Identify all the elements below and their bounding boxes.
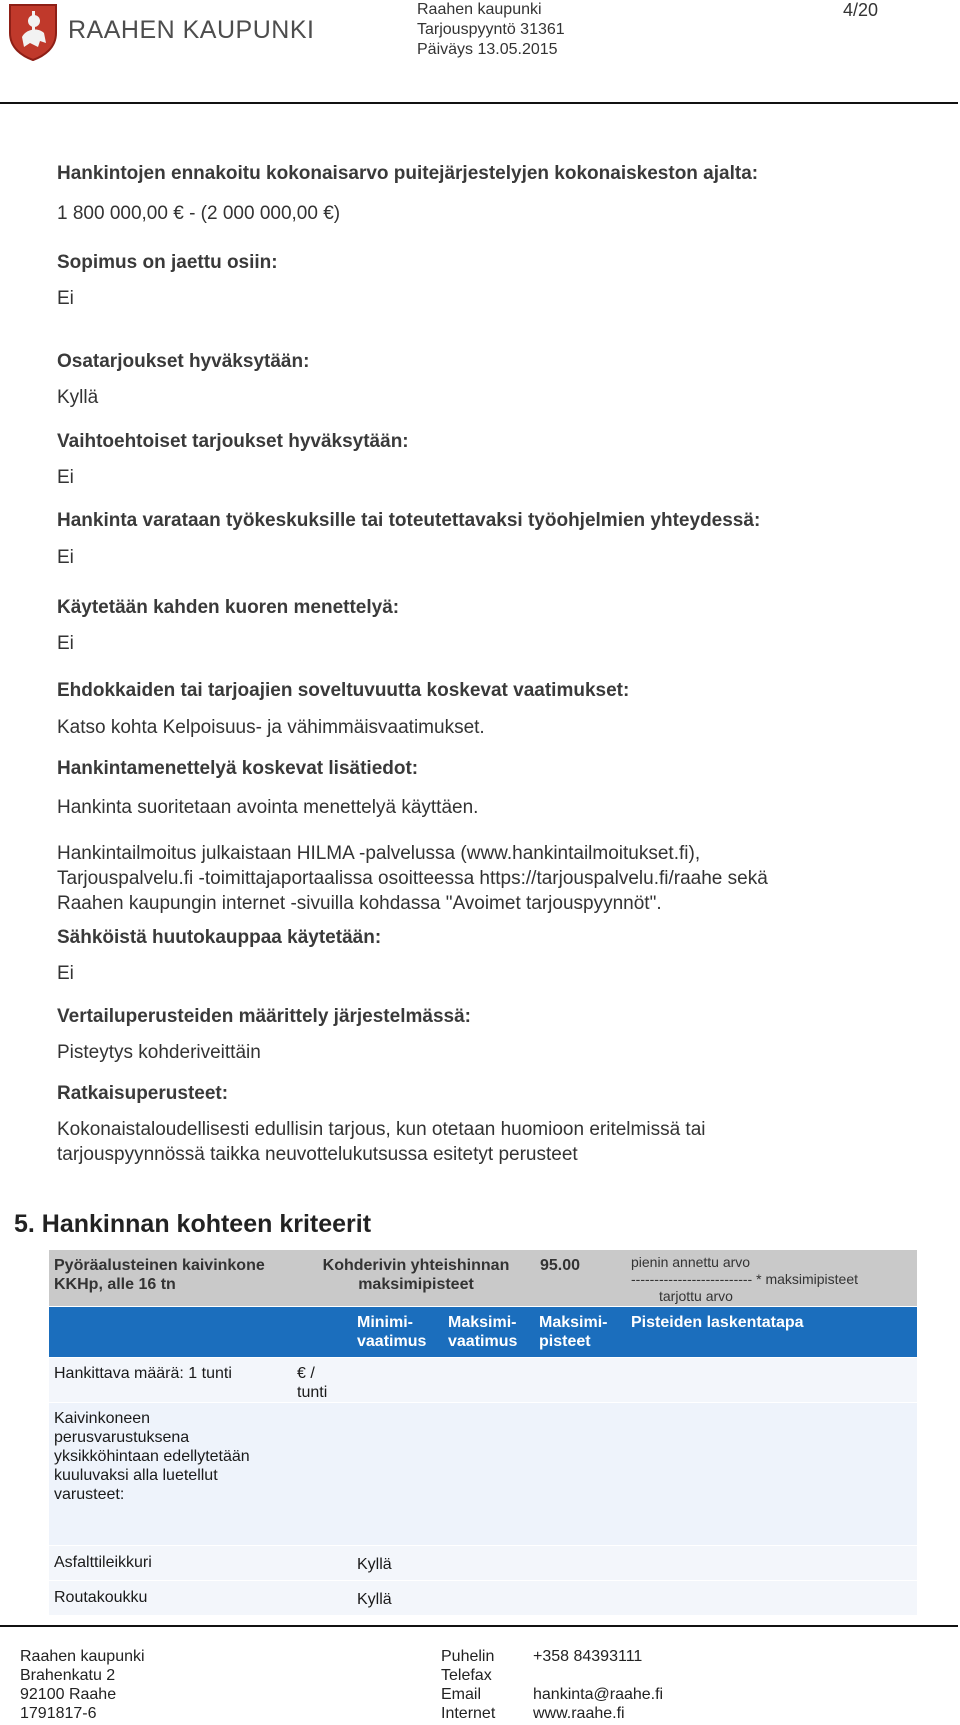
row-unit: € / tunti xyxy=(297,1365,328,1401)
row-min-requirement: Kyllä xyxy=(357,1556,392,1573)
total-points-label: Kohderivin yhteishinnan maksimipisteet xyxy=(322,1257,510,1293)
document-meta xyxy=(417,0,565,60)
footer-phone: +358 84393111 xyxy=(533,1648,643,1665)
footer-contact-values xyxy=(533,1647,663,1723)
city-crest-icon xyxy=(8,3,58,61)
section-value: Kokonaistaloudellisesti edullisin tarjous, kun otetaan huomioon eritelmissä tai xyxy=(57,1119,706,1140)
footer-contact-labels: Puhelin Telefax Email Internet xyxy=(441,1648,496,1722)
footer-email[interactable]: hankinta@raahe.fi xyxy=(533,1686,664,1703)
section-label: Vertailuperusteiden määrittely järjestelmässä: xyxy=(57,1006,471,1027)
table-column-header-row xyxy=(49,1307,917,1357)
footer-divider xyxy=(0,1625,958,1627)
section-value: Pisteytys kohderiveittäin xyxy=(57,1042,261,1063)
column-calculation-method: Pisteiden laskentatapa xyxy=(631,1314,804,1331)
table-row xyxy=(49,1581,917,1615)
table-row xyxy=(49,1546,917,1580)
section-label: Hankinta varataan työkeskuksille tai toteutettavaksi työohjelmien yhteydessä: xyxy=(57,510,761,531)
meta-org: Raahen kaupunki xyxy=(417,1,542,18)
column-max-points: Maksimi- pisteet xyxy=(539,1314,608,1350)
total-points-value: 95.00 xyxy=(540,1257,581,1274)
section-value: Ei xyxy=(57,467,74,488)
section-label: Ratkaisuperusteet: xyxy=(57,1083,229,1104)
row-label: Asfalttileikkuri xyxy=(54,1554,152,1571)
item-title: Pyöräalusteinen kaivinkone KKHp, alle 16 tn xyxy=(54,1257,265,1293)
section-label: Käytetään kahden kuoren menettelyä: xyxy=(57,597,400,618)
meta-date: Päiväys 13.05.2015 xyxy=(417,41,558,58)
table-header-row xyxy=(49,1250,917,1306)
row-label: Hankittava määrä: 1 tunti xyxy=(54,1365,232,1382)
row-min-requirement: Kyllä xyxy=(357,1591,392,1608)
section-label: Ehdokkaiden tai tarjoajien soveltuvuutta koskevat vaatimukset: xyxy=(57,680,630,701)
brand-name: RAAHEN KAUPUNKI xyxy=(68,16,315,44)
table-row xyxy=(49,1358,917,1402)
section-label: Hankintojen ennakoitu kokonaisarvo puitejärjestelyjen kokonaiskeston ajalta: xyxy=(57,163,759,184)
footer-address: Raahen kaupunki Brahenkatu 2 92100 Raahe 1791817-6 xyxy=(20,1648,145,1722)
section-label: Osatarjoukset hyväksytään: xyxy=(57,351,310,372)
section-value: Raahen kaupungin internet -sivuilla kohdassa "Avoimet tarjouspyynnöt". xyxy=(57,893,662,914)
section-value: Ei xyxy=(57,963,74,984)
meta-request: Tarjouspyyntö 31361 xyxy=(417,21,565,38)
section-value: Ei xyxy=(57,633,74,654)
footer-website[interactable]: www.raahe.fi xyxy=(533,1705,625,1722)
section-value: Katso kohta Kelpoisuus- ja vähimmäisvaatimukset. xyxy=(57,717,485,738)
section-value: Hankintailmoitus julkaistaan HILMA -palvelussa (www.hankintailmoitukset.fi), xyxy=(57,843,701,864)
points-formula: pienin annettu arvo -------------------------- * maksimipisteet tarjottu arvo xyxy=(631,1254,859,1304)
section-value: Ei xyxy=(57,547,74,568)
section-title: 5. Hankinnan kohteen kriteerit xyxy=(14,1210,372,1238)
section-value: Ei xyxy=(57,288,74,309)
section-value: Tarjouspalvelu.fi -toimittajaportaalissa osoitteessa https://tarjouspalvelu.fi/raahe sekä xyxy=(57,868,768,889)
section-value: tarjouspyynnössä taikka neuvottelukutsussa esitetyt perusteet xyxy=(57,1144,578,1165)
row-label: Routakoukku xyxy=(54,1589,148,1606)
section-label: Vaihtoehtoiset tarjoukset hyväksytään: xyxy=(57,431,409,452)
column-min-requirement: Minimi- vaatimus xyxy=(357,1314,427,1350)
column-max-requirement: Maksimi- vaatimus xyxy=(448,1314,518,1350)
section-label: Sähköistä huutokauppaa käytetään: xyxy=(57,927,382,948)
section-value: 1 800 000,00 € - (2 000 000,00 €) xyxy=(57,203,341,224)
section-label: Sopimus on jaettu osiin: xyxy=(57,252,278,273)
section-value: Kyllä xyxy=(57,387,99,408)
page-number: 4/20 xyxy=(843,0,879,20)
table-row xyxy=(49,1403,917,1545)
row-label: Kaivinkoneen perusvarustuksena yksikköhintaan edellytetään kuuluvaksi alla luetellut varusteet: xyxy=(54,1410,250,1503)
section-value: Hankinta suoritetaan avointa menettelyä käyttäen. xyxy=(57,797,479,818)
section-label: Hankintamenettelyä koskevat lisätiedot: xyxy=(57,758,419,779)
page-header xyxy=(0,0,960,104)
header-divider xyxy=(0,102,958,104)
